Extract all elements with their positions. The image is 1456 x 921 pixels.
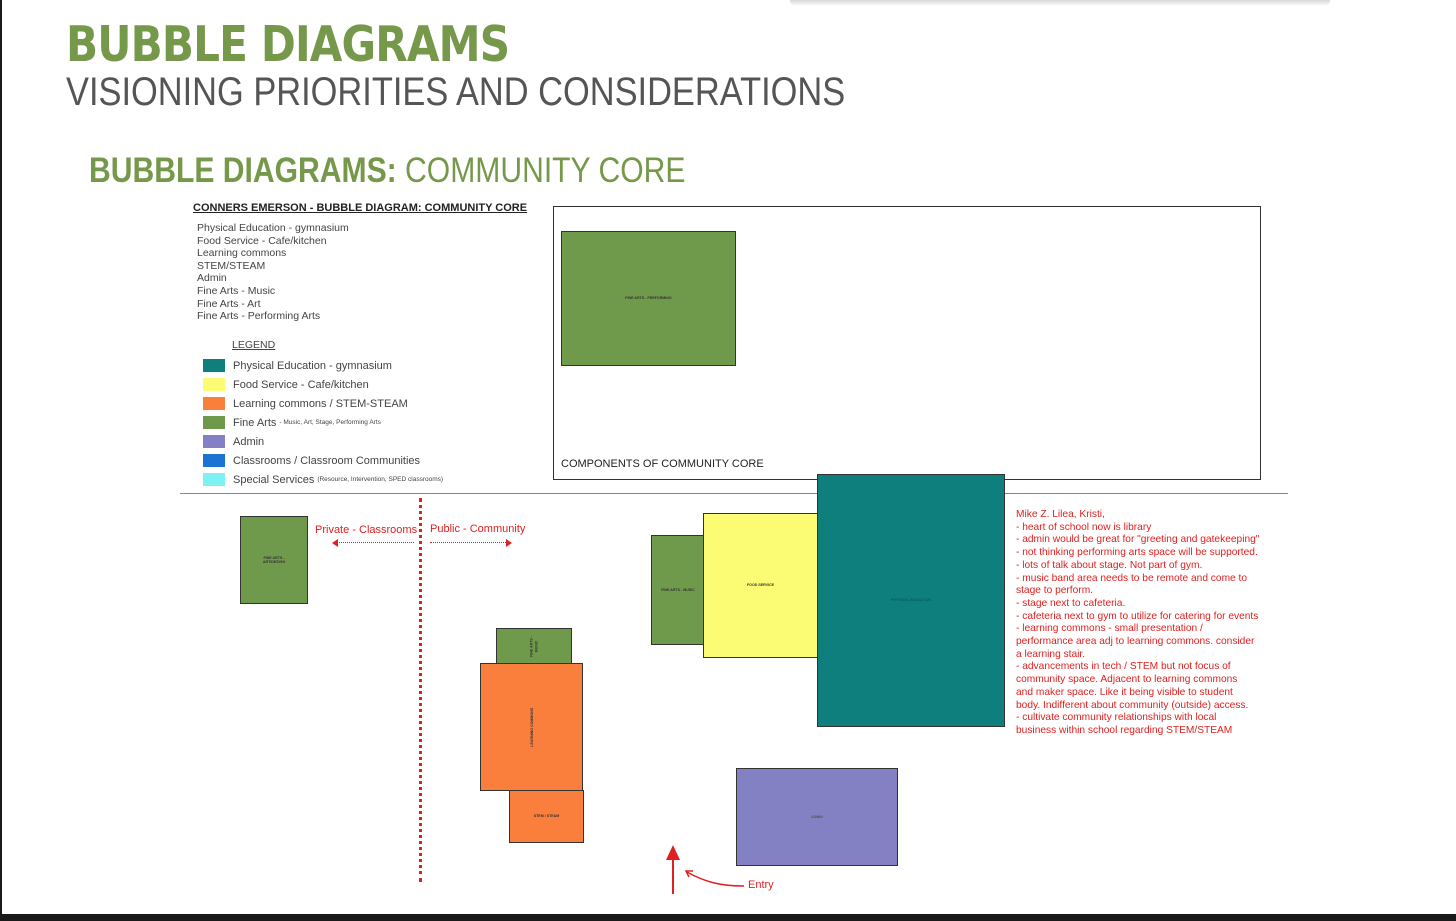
note-line: - music band area needs to be remote and come to [1016, 572, 1248, 584]
block-fine-arts-music-small [496, 628, 572, 665]
legend-item [203, 432, 443, 451]
legend-sublabel: (Resource, Intervention, SPED classrooms) [317, 476, 444, 483]
note-line: - learning commons - small presentation / [1016, 623, 1203, 635]
frame-bottom-edge [0, 914, 1456, 921]
legend-item [203, 451, 443, 470]
section-heading [89, 151, 685, 191]
legend-item [203, 375, 443, 394]
block-label: PHYSICAL EDUCATION [890, 598, 932, 603]
legend-item [203, 394, 443, 413]
block-label: STEM / STEAM [533, 814, 560, 819]
notes-block [1016, 509, 1291, 738]
note-line: and maker space. Like it being visible to student [1016, 686, 1233, 698]
component-item: Food Service - Cafe/kitchen [197, 234, 327, 247]
note-line: stage to perform. [1016, 585, 1094, 597]
note-line: body. Indifferent about community (outside) access. [1016, 699, 1249, 711]
private-arrowhead-icon [332, 539, 338, 547]
legend-swatch [203, 416, 225, 429]
note-line: - lots of talk about stage. Not part of gym. [1016, 559, 1203, 571]
legend-swatch [203, 378, 225, 391]
block-label: FINE ARTS - ART/DESIGN [262, 555, 286, 564]
legend-label: Special Services [233, 473, 315, 486]
entry-label: Entry [748, 879, 774, 891]
legend-swatch [203, 454, 225, 467]
block-stem-steam [509, 790, 584, 843]
component-item: Physical Education - gymnasium [197, 222, 349, 234]
block-physical-education [817, 474, 1005, 727]
note-line: - cultivate community relationships with local [1016, 712, 1217, 724]
public-arrowhead-icon [506, 539, 512, 547]
component-item: STEM/STEAM [197, 259, 266, 272]
component-item: Fine Arts - Art [197, 297, 261, 310]
legend-item [203, 470, 443, 489]
block-label: FINE ARTS - PERFORMING [625, 296, 672, 301]
components-list [197, 222, 349, 323]
note-line: Mike Z. Lilea, Kristi, [1016, 509, 1105, 520]
divider-line [180, 493, 1288, 494]
public-label: Public - Community [430, 523, 526, 535]
note-line: - heart of school now is library [1016, 521, 1152, 533]
public-arrow [430, 542, 508, 544]
legend-swatch [203, 397, 225, 410]
note-line: - stage next to cafeteria. [1016, 597, 1126, 609]
page-title: BUBBLE DIAGRAMS [66, 16, 510, 73]
section-heading-regular: COMMUNITY CORE [396, 151, 686, 190]
section-heading-bold: BUBBLE DIAGRAMS: [89, 151, 397, 190]
note-line: - cafeteria next to gym to utilize for catering for events [1016, 610, 1259, 622]
component-item: Fine Arts - Performing Arts [197, 310, 321, 323]
component-item: Fine Arts - Music [197, 284, 276, 297]
block-label: ADMIN [811, 814, 823, 819]
block-label: FINE ARTS - MUSIC [661, 587, 695, 592]
legend-label: Admin [233, 435, 265, 448]
block-food-service [703, 513, 818, 658]
legend-label: Food Service - Cafe/kitchen [233, 378, 369, 391]
diagram-title: CONNERS EMERSON - BUBBLE DIAGRAM: COMMUNITY CORE [193, 202, 528, 214]
block-fine-arts-art [240, 516, 308, 604]
legend-swatch [203, 435, 225, 448]
frame-left-edge [0, 0, 2, 921]
block-fine-arts-performing [561, 231, 736, 366]
private-label: Private - Classrooms [315, 524, 418, 536]
legend-item [203, 356, 443, 375]
privacy-divider-line [419, 498, 422, 882]
private-arrow [336, 542, 414, 544]
legend-label: Learning commons / STEM-STEAM [233, 397, 408, 410]
page-subtitle: VISIONING PRIORITIES AND CONSIDERATIONS [66, 70, 846, 114]
legend-item [203, 413, 443, 432]
legend-label: Classrooms / Classroom Communities [233, 454, 421, 467]
components-box-label: COMPONENTS OF COMMUNITY CORE [561, 458, 764, 470]
component-item: Admin [197, 272, 227, 285]
legend-sublabel: - Music, Art, Stage, Performing Arts [279, 419, 381, 426]
legend-label: Physical Education - gymnasium [233, 359, 392, 372]
note-line: performance area adj to learning commons. consider [1016, 636, 1255, 648]
note-line: - not thinking performing arts space will be supported. [1016, 547, 1258, 559]
block-label: FOOD SERVICE [746, 583, 775, 588]
component-item: Learning commons [197, 247, 287, 260]
note-line: business within school regarding STEM/STEAM [1016, 724, 1233, 736]
note-line: community space. Adjacent to learning commons [1016, 674, 1238, 686]
legend [203, 356, 443, 489]
legend-title: LEGEND [232, 339, 276, 351]
note-line: - admin would be great for "greeting and gatekeeping" [1016, 534, 1260, 546]
entry-arrow-icon [660, 842, 780, 902]
legend-label: Fine Arts [233, 416, 277, 429]
block-learning-commons [480, 663, 583, 791]
legend-swatch [203, 473, 225, 486]
note-line: a learning stair. [1016, 648, 1086, 660]
top-shadow [790, 0, 1330, 6]
block-fine-arts-music [651, 535, 705, 645]
note-line: - advancements in tech / STEM but not focus of [1016, 661, 1231, 673]
block-label: LEARNING COMMONS [529, 707, 534, 747]
block-label: FINE ARTS - MUSIC [529, 635, 538, 658]
legend-swatch [203, 359, 225, 372]
